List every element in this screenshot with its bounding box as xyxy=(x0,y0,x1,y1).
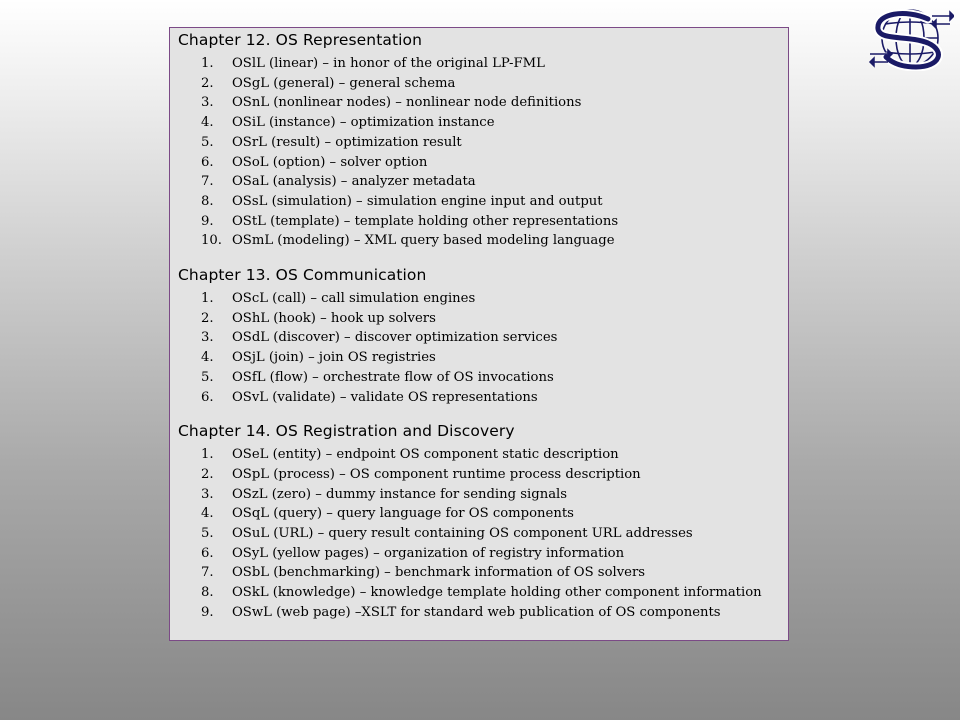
item-text: OShL (hook) – hook up solvers xyxy=(232,310,436,326)
item-text: OSdL (discover) – discover optimization services xyxy=(232,330,558,346)
item-number: 1. xyxy=(201,447,214,463)
globe-s-arrows-icon xyxy=(866,5,954,71)
chapter-items xyxy=(178,289,788,407)
item-number: 6. xyxy=(201,389,214,405)
item-number: 6. xyxy=(201,545,214,561)
list-item xyxy=(178,348,788,368)
item-text: OSjL (join) – join OS registries xyxy=(232,350,436,366)
item-number: 2. xyxy=(201,75,214,91)
list-item xyxy=(178,309,788,329)
item-text: OScL (call) – call simulation engines xyxy=(232,291,476,307)
item-number: 5. xyxy=(201,369,214,385)
item-text: OSvL (validate) – validate OS representations xyxy=(232,389,538,405)
list-item xyxy=(178,328,788,348)
item-text: OSeL (entity) – endpoint OS component static description xyxy=(232,447,619,463)
item-number: 6. xyxy=(201,154,214,170)
list-item xyxy=(178,74,788,94)
chapter-title: Chapter 12. OS Representation xyxy=(178,31,423,49)
item-number: 3. xyxy=(201,330,214,346)
chapter-title: Chapter 14. OS Registration and Discovery xyxy=(178,422,515,441)
list-item xyxy=(178,583,788,603)
item-text: OSmL (modeling) – XML query based modeling language xyxy=(232,233,615,249)
chapter-items xyxy=(178,445,788,622)
item-number: 2. xyxy=(201,310,214,326)
list-item xyxy=(178,544,788,564)
item-text: OSfL (flow) – orchestrate flow of OS invocations xyxy=(232,369,554,385)
list-item xyxy=(178,563,788,583)
item-text: OSlL (linear) – in honor of the original LP-FML xyxy=(232,56,545,71)
chapter-title: Chapter 13. OS Communication xyxy=(178,266,427,285)
chapter-13 xyxy=(178,265,788,407)
item-text: OSsL (simulation) – simulation engine input and output xyxy=(232,193,603,209)
item-text: OSzL (zero) – dummy instance for sending signals xyxy=(232,486,568,502)
item-number: 2. xyxy=(201,466,214,482)
list-item xyxy=(178,504,788,524)
item-text: OSwL (web page) –XSLT for standard web publication of OS components xyxy=(232,604,721,620)
list-item xyxy=(178,54,788,74)
list-item xyxy=(178,368,788,388)
item-number: 9. xyxy=(201,604,214,620)
item-text: OSiL (instance) – optimization instance xyxy=(232,115,495,131)
item-number: 3. xyxy=(201,486,214,502)
list-item xyxy=(178,93,788,113)
chapter-items xyxy=(178,54,788,251)
list-item xyxy=(178,113,788,133)
item-number: 8. xyxy=(201,585,214,601)
item-text: OSuL (URL) – query result containing OS component URL addresses xyxy=(232,526,693,542)
item-text: OSrL (result) – optimization result xyxy=(232,134,462,150)
item-number: 8. xyxy=(201,193,214,209)
item-number: 9. xyxy=(201,213,214,229)
item-text: OSnL (nonlinear nodes) – nonlinear node definitions xyxy=(232,95,582,111)
item-text: OSpL (process) – OS component runtime process description xyxy=(232,466,641,482)
list-item xyxy=(178,603,788,623)
list-item xyxy=(178,172,788,192)
list-item xyxy=(178,153,788,173)
chapter-12 xyxy=(178,30,788,251)
list-item xyxy=(178,212,788,232)
item-text: OSqL (query) – query language for OS components xyxy=(232,506,574,522)
list-item xyxy=(178,388,788,408)
item-text: OSbL (benchmarking) – benchmark information of OS solvers xyxy=(232,565,646,581)
item-number: 7. xyxy=(201,174,214,190)
item-number: 10. xyxy=(201,233,222,249)
item-number: 4. xyxy=(201,115,214,131)
list-item xyxy=(178,485,788,505)
item-text: OStL (template) – template holding other representations xyxy=(232,213,619,229)
item-text: OSyL (yellow pages) – organization of registry information xyxy=(232,545,625,561)
item-text: OSgL (general) – general schema xyxy=(232,75,456,91)
item-number: 4. xyxy=(201,506,214,522)
item-number: 3. xyxy=(201,95,214,111)
item-number: 1. xyxy=(201,56,214,71)
content-panel xyxy=(169,27,789,641)
list-item xyxy=(178,445,788,465)
item-number: 5. xyxy=(201,526,214,542)
list-item xyxy=(178,524,788,544)
list-item xyxy=(178,289,788,309)
item-number: 5. xyxy=(201,134,214,150)
item-text: OSaL (analysis) – analyzer metadata xyxy=(232,174,476,190)
list-item xyxy=(178,192,788,212)
item-text: OSoL (option) – solver option xyxy=(232,154,428,170)
item-number: 7. xyxy=(201,565,214,581)
list-item xyxy=(178,133,788,153)
list-item xyxy=(178,465,788,485)
list-item xyxy=(178,231,788,251)
item-text: OSkL (knowledge) – knowledge template holding other component information xyxy=(232,585,762,601)
item-number: 1. xyxy=(201,291,214,307)
chapter-14 xyxy=(178,421,788,622)
item-number: 4. xyxy=(201,350,214,366)
